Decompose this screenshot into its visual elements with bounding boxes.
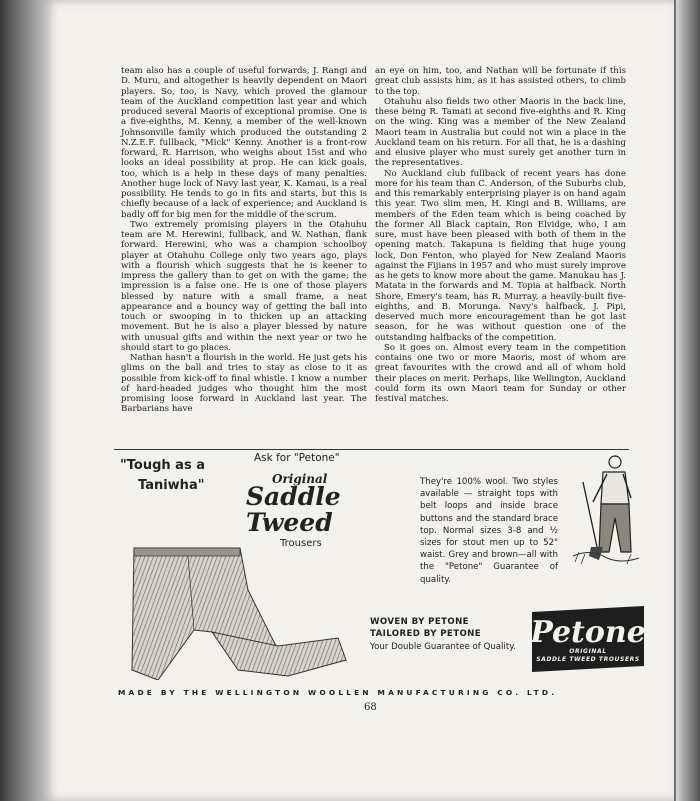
- ad-original: Original: [272, 472, 328, 486]
- ad-maker-line: MADE BY THE WELLINGTON WOOLLEN MANUFACTURING CO. LTD.: [118, 688, 558, 697]
- ad-brand-line1: Saddle: [246, 482, 341, 511]
- article-paragraph: Nathan hasn't a flourish in the world. He just gets his glims on the ball and tries to stay as close to it as possible from kick-off to final whistle. I know a number of hard-headed judges who thought him the most promising loose forward in Auckland last year. The Barbarians have: [121, 353, 367, 415]
- page-number: 68: [364, 702, 377, 713]
- petone-logo: [528, 604, 648, 674]
- article-ad-divider: [114, 449, 629, 450]
- article-column-right: [375, 66, 626, 404]
- worker-illustration: [571, 452, 641, 567]
- logo-original: ORIGINAL: [569, 648, 607, 655]
- article-paragraph: Two extremely promising players in the Otahuhu team are M. Herewini, fullback, and W. Nathan, flank forward. Herewini, who was a champion schoolboy player at Otahuhu College only two years ago, plays with a flourish which suggests that he is keener to impress the gallery than to get on with the game; the impression is a false one. He is one of those players blessed by nature with a small frame, a neat appearance and a bouncy way of getting the ball into touch or swooping in to thicken up an attacking movement. But he is also a player blessed by nature with unusual gifts and within the next year or two he should start to go places.: [121, 219, 367, 353]
- article-paragraph: an eye on him, too, and Nathan will be fortunate if this great club assists him, as it has assisted others, to climb to the top.: [375, 66, 626, 97]
- scan-next-page-edge: [676, 0, 700, 801]
- svg-text:Petone: Petone: [530, 615, 646, 650]
- ad-slogan-line2: Taniwha": [138, 478, 205, 493]
- ad-slogan: [120, 456, 220, 496]
- trousers-illustration: [128, 520, 348, 680]
- logo-saddle-tweed: SADDLE TWEED TROUSERS: [536, 656, 640, 663]
- magazine-page: [44, 0, 674, 801]
- ad-brand-line2: Tweed: [246, 508, 333, 537]
- scan-binding-edge: [0, 0, 44, 801]
- ad-woven-tailored: [370, 616, 481, 640]
- article-paragraph: team also has a couple of useful forwards, J. Rangi and D. Muru, and altogether is heavily dependent on Maori players. So, too, is Navy, which proved the glamour team of the Auckland competition last year and which produced several Maoris of exceptional promise. One is a five-eighths, M. Kenny, a member of the well-known Johnsonville family which produced the outstanding 2 N.Z.E.F. fullback, "Mick" Kenny. Another is a front-row forward, R. Harrison, who weighs about 15st and who looks an ideal possibility at prop. He can kick goals, too, which is a help in these days of many penalties. Another huge lock of Navy last year, K. Kamau, is a real possibility. He tends to go in fits and starts, but this is chiefly because of a lack of experience; and Auckland is badly off for big men for the middle of the scrum.: [121, 66, 367, 220]
- ad-guarantee: Your Double Guarantee of Quality.: [370, 642, 516, 652]
- article-column-left: [121, 66, 367, 415]
- article-paragraph: Otahuhu also fields two other Maoris in the back line, these being R. Tamati at second five-eighths and R. King on the wing. King was a member of the New Zealand Maori team in Australia but could not win a place in the Auckland team on his return. For all that, he is a dashing and elusive player who must surely get another turn in the representatives.: [375, 96, 626, 169]
- ad-woven-by: WOVEN BY PETONE: [370, 617, 469, 627]
- petone-advertisement: [114, 452, 646, 702]
- ad-ask-for: Ask for "Petone": [254, 452, 340, 464]
- ad-tailored-by: TAILORED BY PETONE: [370, 629, 482, 639]
- article-paragraph: So it goes on. Almost every team in the competition contains one two or more Maoris, most of whom are great favourites with the crowd and all of whom hold their places on merit. Perhaps, like Wellington, Auckland could form its own Maori team for Sunday or other festival matches.: [375, 342, 626, 404]
- ad-description: They're 100% wool. Two styles available — straight tops with belt loops and inside brace buttons and the standard brace top. Normal sizes 3-8 and ½ sizes for stout men up to 52" waist. Grey and brown—all with the "Petone" Guarantee of quality.: [420, 477, 558, 585]
- article-paragraph: No Auckland club fullback of recent years has done more for his team than C. Anderson, of the Suburbs club, and this remarkably enterprising player is on hand again this year. Two slim men, H. Kingi and B. Williams, are members of the Eden team which is being coached by the former All Black captain, Ron Elvidge, who, I am sure, must have been pleased with both of them in the opening match. Takapuna is fielding that huge young lock, Don Fenton, who played for New Zealand Maoris against the Fijians in 1957 and who must surely improve as he gets to know more about the game. Manukau has J. Matata in the forwards and M. Topia at halfback. North Shore, Emery's team, has R. Murray, a heavily-built five-eighths, and B. Morunga. Navy's halfback, J. Pipi, deserved much more encouragement than he got last season, for he was without question one of the outstanding halfbacks of the competition.: [375, 168, 626, 343]
- ad-slogan-line1: "Tough as a: [120, 458, 205, 473]
- ad-trousers-label: Trousers: [280, 538, 322, 549]
